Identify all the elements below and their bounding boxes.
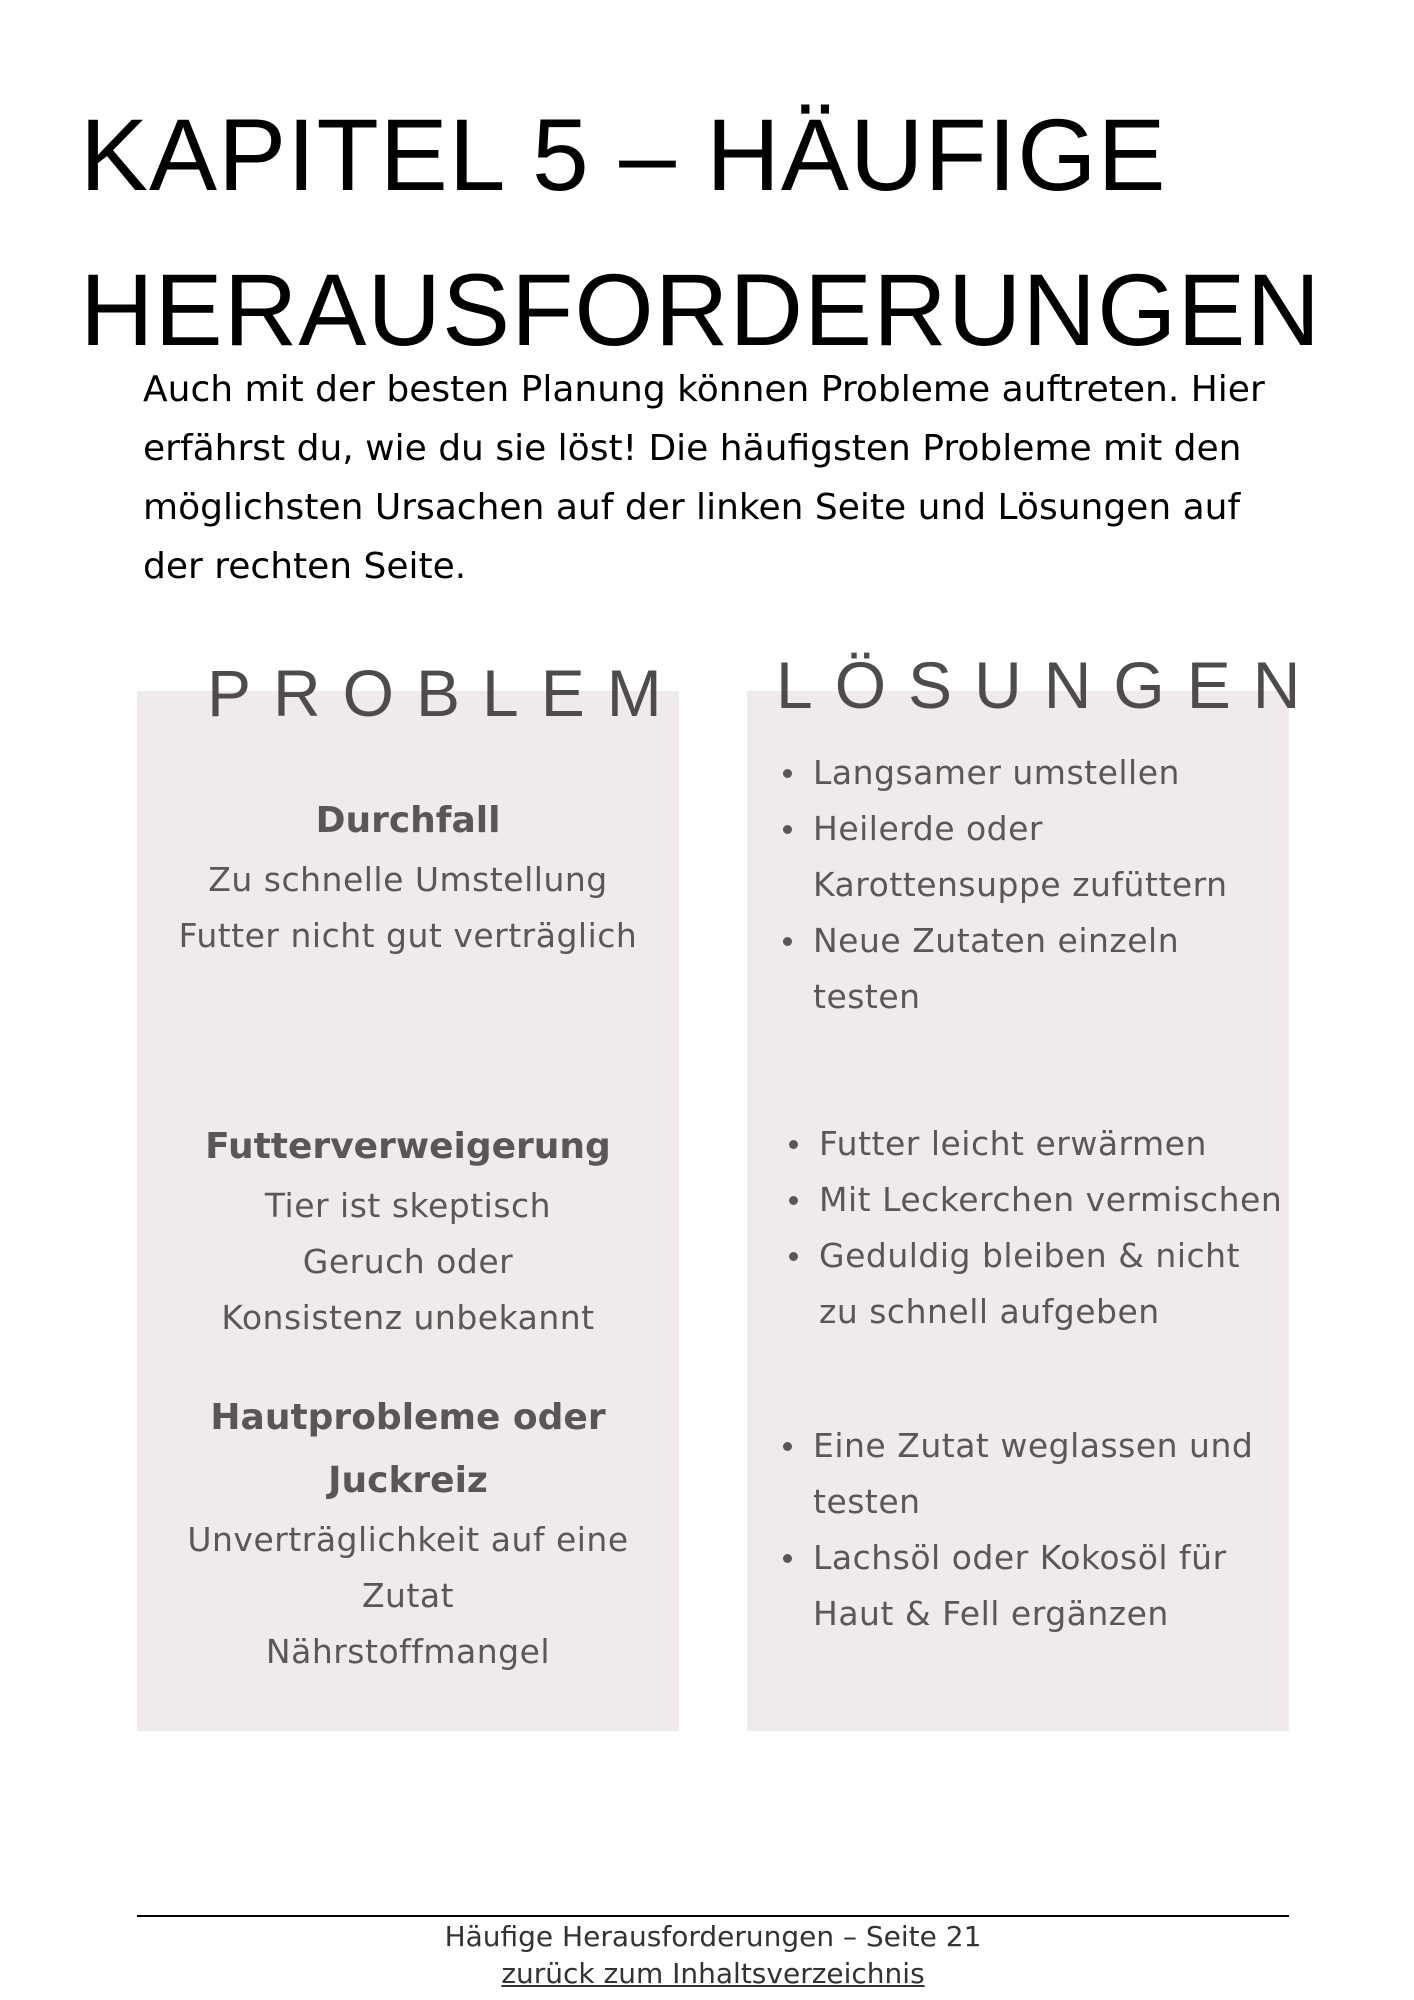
solution-list xyxy=(747,1418,1313,1642)
problem-title: Hautprobleme oder Juckreiz xyxy=(210,1397,606,1501)
problem-heading: PROBLEM xyxy=(207,656,684,730)
solution-item: Eine Zutat weglassen und testen xyxy=(813,1418,1273,1530)
solution-item: Geduldig bleiben & nicht zu schnell aufgeben xyxy=(819,1228,1279,1340)
solution-item: Heilerde oder Karottensuppe zufüttern xyxy=(813,801,1233,913)
problem-item xyxy=(137,1386,679,1680)
solution-item: Lachsöl oder Kokosöl für Haut & Fell ergänzen xyxy=(813,1530,1253,1642)
solution-list xyxy=(747,745,1313,1025)
problem-title: Durchfall xyxy=(315,800,501,841)
solution-heading: LÖSUNGEN xyxy=(776,648,1323,722)
problem-item xyxy=(137,1115,679,1346)
solution-item: Futter leicht erwärmen xyxy=(819,1116,1319,1172)
solution-list xyxy=(753,1116,1319,1340)
intro-paragraph: Auch mit der besten Planung können Probleme auftreten. Hier erfährst du, wie du sie löst! Die häufigsten Probleme mit den möglichsten Ursachen auf der linken Seite und Lösungen auf der rechten Seite. xyxy=(143,369,1265,587)
problem-cause: Zu schnelle Umstellung xyxy=(208,860,608,899)
problem-cause: Futter nicht gut verträglich xyxy=(178,916,638,955)
footer-page-label: Häufige Herausforderungen – Seite 21 xyxy=(444,1920,982,1953)
problem-cause: Geruch oder Konsistenz unbekannt xyxy=(221,1242,595,1337)
page-title: KAPITEL 5 – HÄUFIGE HERAUSFORDERUNGEN xyxy=(80,98,1322,367)
problem-cause: Nährstoffmangel xyxy=(265,1632,551,1671)
footer-link-wrapper xyxy=(137,1955,1289,1992)
solution-item: Langsamer umstellen xyxy=(813,745,1313,801)
solution-item: Neue Zutaten einzeln testen xyxy=(813,913,1213,1025)
table-of-contents-link[interactable]: zurück zum Inhaltsverzeichnis xyxy=(501,1957,925,1990)
problem-cause: Tier ist skeptisch xyxy=(264,1186,552,1225)
solution-item: Mit Leckerchen vermischen xyxy=(819,1172,1319,1228)
problem-cause: Unverträglichkeit auf eine Zutat xyxy=(187,1520,629,1615)
problem-item xyxy=(137,789,679,964)
problem-title: Futterverweigerung xyxy=(205,1126,611,1167)
footer-divider xyxy=(137,1915,1289,1917)
